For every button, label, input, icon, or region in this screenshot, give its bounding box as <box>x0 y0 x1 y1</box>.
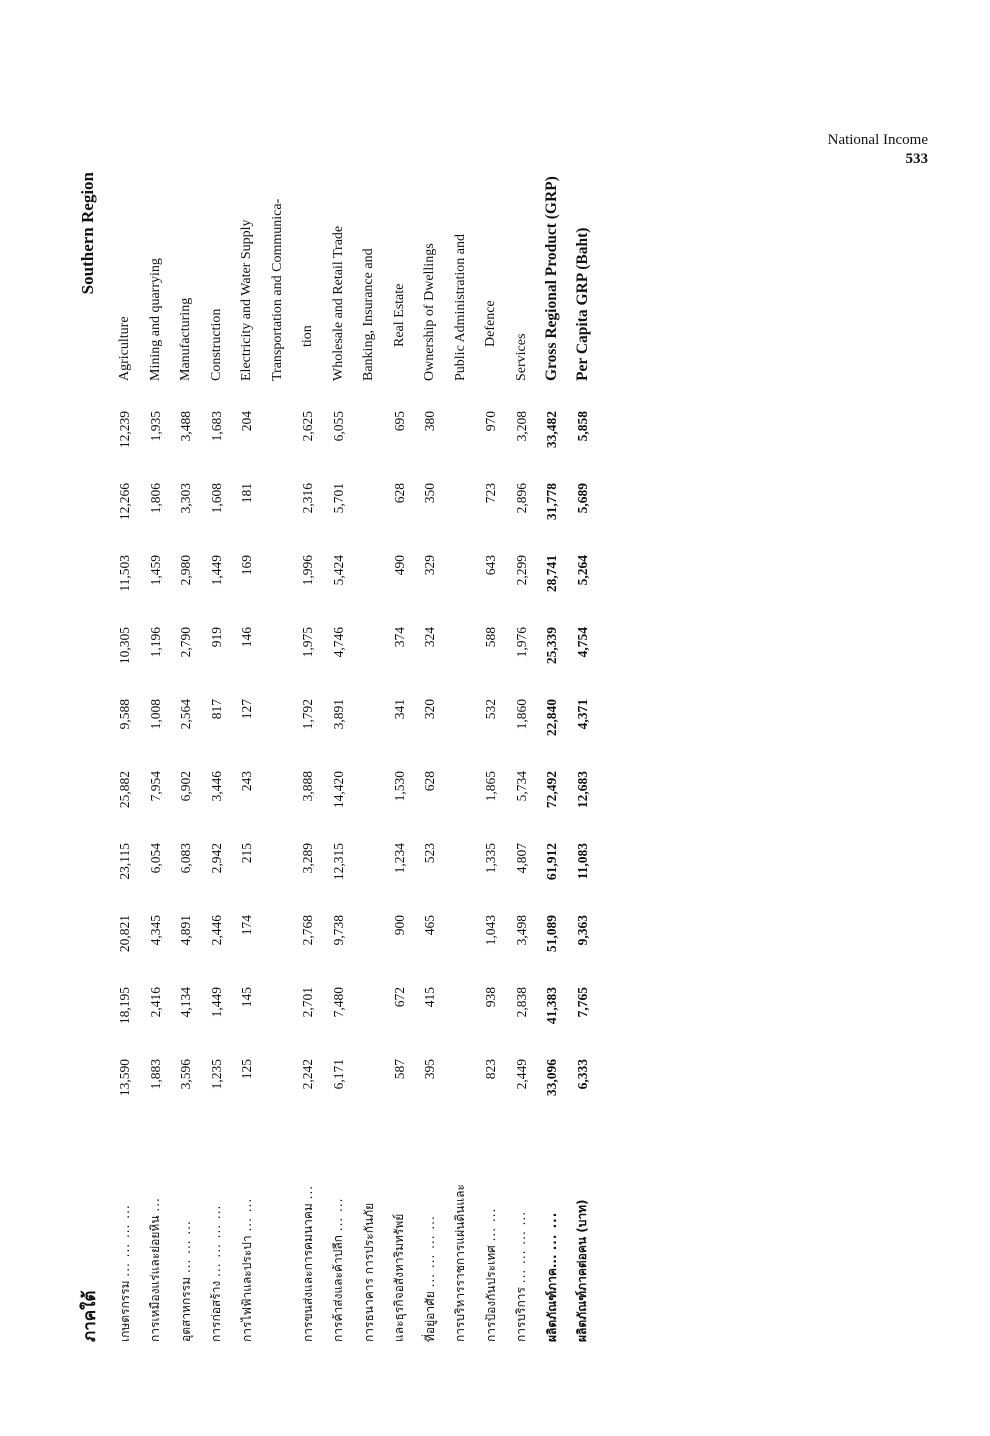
page-number: 533 <box>905 151 928 167</box>
value-cell: 320 <box>422 699 438 720</box>
row-label-english: Public Administration and <box>452 234 468 381</box>
value-cell: 4,891 <box>178 915 194 946</box>
row-label-english: Mining and quarrying <box>147 258 163 381</box>
regional-product-table <box>110 172 598 1342</box>
value-cell: 1,975 <box>300 627 316 658</box>
value-cell <box>446 623 477 695</box>
value-cell: 723 <box>483 483 499 504</box>
value-cell: 3,289 <box>300 843 316 874</box>
value-cell: 5,734 <box>513 771 529 802</box>
value-cell: 5,264 <box>574 555 590 586</box>
row-label-english: Ownership of Dwellings <box>422 243 438 381</box>
value-cell: 2,625 <box>300 411 316 442</box>
value-cell: 2,242 <box>300 1059 316 1090</box>
value-cell <box>446 839 477 911</box>
value-cell: 125 <box>239 1059 255 1080</box>
value-cell: 9,588 <box>117 699 133 730</box>
thai-text: ผลิตภัณฑ์ภาค... <box>544 1254 559 1342</box>
row-label-english: Banking, Insurance and <box>361 248 377 381</box>
value-cell: 588 <box>483 627 499 648</box>
table-row <box>537 172 568 1342</box>
thai-text: เกษตรกรรม <box>117 1280 132 1342</box>
value-cell: 1,935 <box>147 411 163 442</box>
row-label-english: Agriculture <box>117 316 133 381</box>
value-cell: 61,912 <box>544 843 560 881</box>
value-cell: 465 <box>422 915 438 936</box>
row-label-english: Transportation and Communica- <box>269 198 285 381</box>
value-cell: 4,807 <box>513 843 529 874</box>
table-row <box>568 172 599 1342</box>
row-label-english: tion <box>300 325 316 347</box>
value-cell: 823 <box>483 1059 499 1080</box>
value-cell: 2,299 <box>513 555 529 586</box>
value-cell: 13,590 <box>117 1059 133 1097</box>
value-cell: 1,996 <box>300 555 316 586</box>
table-row <box>263 172 294 1342</box>
value-cell: 490 <box>391 555 407 576</box>
row-label-english: Per Capita GRP (Baht) <box>573 227 591 381</box>
value-cell: 817 <box>208 699 224 720</box>
row-label-thai <box>415 1127 446 1342</box>
value-cell <box>354 911 385 983</box>
row-label-thai <box>476 1127 507 1342</box>
value-cell: 7,954 <box>147 771 163 802</box>
rotated-table-area <box>70 172 610 1342</box>
value-cell: 12,239 <box>117 411 133 449</box>
value-cell: 3,596 <box>178 1059 194 1090</box>
value-cell: 919 <box>208 627 224 648</box>
value-cell: 628 <box>391 483 407 504</box>
row-label-thai <box>202 1127 233 1342</box>
value-cell: 2,564 <box>178 699 194 730</box>
value-cell: 33,096 <box>544 1059 560 1097</box>
value-cell: 7,765 <box>574 987 590 1018</box>
table-row <box>476 172 507 1342</box>
value-cell: 2,316 <box>300 483 316 514</box>
value-cell: 532 <box>483 699 499 720</box>
value-cell: 2,790 <box>178 627 194 658</box>
value-cell <box>446 407 477 479</box>
value-cell: 3,888 <box>300 771 316 802</box>
row-label-english: Wholesale and Retail Trade <box>330 225 346 381</box>
row-label-thai <box>385 1127 416 1342</box>
value-cell: 11,083 <box>574 843 590 880</box>
table-row <box>202 172 233 1342</box>
value-cell: 1,608 <box>208 483 224 514</box>
value-cell: 204 <box>239 411 255 432</box>
value-cell: 643 <box>483 555 499 576</box>
value-cell <box>263 479 294 551</box>
value-cell: 4,134 <box>178 987 194 1018</box>
thai-text: การก่อสร้าง <box>209 1280 224 1342</box>
value-cell: 6,171 <box>330 1059 346 1090</box>
leader-dots: ... <box>148 1197 163 1212</box>
value-cell: 4,754 <box>574 627 590 658</box>
leader-dots: ... ... ... ... <box>422 1215 437 1288</box>
value-cell: 672 <box>391 987 407 1008</box>
value-cell: 3,488 <box>178 411 194 442</box>
table-row <box>354 172 385 1342</box>
value-cell: 4,746 <box>330 627 346 658</box>
table-row <box>171 172 202 1342</box>
row-label-thai <box>171 1127 202 1342</box>
value-cell: 215 <box>239 843 255 864</box>
value-cell: 12,315 <box>330 843 346 881</box>
value-cell <box>263 695 294 767</box>
value-cell <box>446 983 477 1055</box>
value-cell: 1,335 <box>483 843 499 874</box>
value-cell <box>354 479 385 551</box>
row-label-english: Electricity and Water Supply <box>239 219 255 381</box>
value-cell: 3,498 <box>513 915 529 946</box>
value-cell <box>446 479 477 551</box>
row-label-english: Services <box>513 333 529 381</box>
value-cell: 3,446 <box>208 771 224 802</box>
row-label-english: Construction <box>208 308 224 381</box>
value-cell: 938 <box>483 987 499 1008</box>
thai-text: อุตสาหกรรม <box>178 1276 193 1342</box>
table-row <box>446 172 477 1342</box>
value-cell: 1,976 <box>513 627 529 658</box>
thai-text: ผลิตภัณฑ์ภาคต่อคน (บาท) <box>575 1199 590 1342</box>
leader-dots: ... ... ... ... <box>514 1210 529 1284</box>
leader-dots: ... ... ... ... <box>117 1204 132 1277</box>
value-cell <box>446 695 477 767</box>
value-cell: 2,416 <box>147 987 163 1018</box>
table-row <box>415 172 446 1342</box>
value-cell: 51,089 <box>544 915 560 953</box>
value-cell: 3,208 <box>513 411 529 442</box>
value-cell: 1,683 <box>208 411 224 442</box>
value-cell: 20,821 <box>117 915 133 953</box>
value-cell: 2,896 <box>513 483 529 514</box>
row-label-english: Gross Regional Product (GRP) <box>543 176 561 381</box>
value-cell <box>354 695 385 767</box>
value-cell: 1,043 <box>483 915 499 946</box>
value-cell <box>263 839 294 911</box>
row-label-thai <box>110 1127 141 1342</box>
value-cell: 6,902 <box>178 771 194 802</box>
value-cell: 22,840 <box>544 699 560 737</box>
value-cell <box>446 1055 477 1127</box>
thai-text: การบริหารราชการแผ่นดินและ <box>453 1184 468 1342</box>
value-cell <box>263 767 294 839</box>
value-cell: 146 <box>239 627 255 648</box>
leader-dots: ... ... <box>239 1197 254 1232</box>
value-cell: 1,235 <box>208 1059 224 1090</box>
value-cell: 523 <box>422 843 438 864</box>
row-label-thai <box>537 1127 568 1342</box>
value-cell <box>354 551 385 623</box>
value-cell <box>354 983 385 1055</box>
value-cell: 174 <box>239 915 255 936</box>
value-cell: 23,115 <box>117 843 133 880</box>
thai-text: การเหมืองแร่และย่อยหิน <box>148 1215 163 1342</box>
value-cell: 10,305 <box>117 627 133 665</box>
row-label-thai <box>263 1127 294 1342</box>
thai-text: การขนส่งและการคมนาคม <box>300 1203 315 1342</box>
value-cell: 243 <box>239 771 255 792</box>
value-cell: 415 <box>422 987 438 1008</box>
running-head: National Income <box>827 132 928 148</box>
row-label-thai <box>324 1127 355 1342</box>
value-cell: 970 <box>483 411 499 432</box>
leader-dots: ... ... <box>331 1197 346 1232</box>
table-row <box>324 172 355 1342</box>
value-cell: 4,371 <box>574 699 590 730</box>
value-cell: 5,858 <box>574 411 590 442</box>
thai-text: การป้องกันประเทศ <box>483 1245 498 1342</box>
leader-dots: ... ... ... <box>178 1220 193 1274</box>
value-cell: 72,492 <box>544 771 560 809</box>
value-cell: 695 <box>391 411 407 432</box>
value-cell: 31,778 <box>544 483 560 521</box>
value-cell <box>446 551 477 623</box>
table-row <box>141 172 172 1342</box>
row-label-english: Real Estate <box>391 283 407 347</box>
value-cell: 1,459 <box>147 555 163 586</box>
value-cell: 6,083 <box>178 843 194 874</box>
value-cell: 169 <box>239 555 255 576</box>
value-cell: 12,266 <box>117 483 133 521</box>
value-cell: 2,980 <box>178 555 194 586</box>
value-cell: 1,234 <box>391 843 407 874</box>
row-label-thai <box>568 1127 599 1342</box>
thai-text: การธนาคาร การประกันภัย <box>361 1202 376 1342</box>
value-cell: 3,891 <box>330 699 346 730</box>
value-cell: 374 <box>391 627 407 648</box>
value-cell: 1,530 <box>391 771 407 802</box>
value-cell: 1,449 <box>208 987 224 1018</box>
row-label-thai <box>354 1127 385 1342</box>
value-cell <box>354 623 385 695</box>
row-label-english: Defence <box>483 300 499 347</box>
value-cell: 6,054 <box>147 843 163 874</box>
value-cell: 145 <box>239 987 255 1008</box>
leader-dots: ... <box>300 1184 315 1200</box>
thai-text: การไฟฟ้าและประปา <box>239 1235 254 1342</box>
table-row <box>110 172 141 1342</box>
value-cell <box>354 839 385 911</box>
value-cell: 33,482 <box>544 411 560 449</box>
value-cell: 350 <box>422 483 438 504</box>
value-cell: 1,008 <box>147 699 163 730</box>
table-row <box>293 172 324 1342</box>
thai-text: การบริการ <box>514 1287 529 1342</box>
table-row <box>232 172 263 1342</box>
value-cell: 5,701 <box>330 483 346 514</box>
thai-text: และธุรกิจอสังหาริมทรัพย์ <box>392 1213 407 1342</box>
value-cell: 2,838 <box>513 987 529 1018</box>
value-cell <box>354 767 385 839</box>
value-cell: 380 <box>422 411 438 432</box>
value-cell: 1,883 <box>147 1059 163 1090</box>
value-cell: 587 <box>391 1059 407 1080</box>
row-label-thai <box>293 1127 324 1342</box>
value-cell: 395 <box>422 1059 438 1080</box>
page-header <box>828 132 928 168</box>
value-cell: 329 <box>422 555 438 576</box>
value-cell: 1,865 <box>483 771 499 802</box>
value-cell: 1,806 <box>147 483 163 514</box>
table-row <box>385 172 416 1342</box>
value-cell: 1,792 <box>300 699 316 730</box>
value-cell <box>263 911 294 983</box>
row-label-thai <box>232 1127 263 1342</box>
value-cell: 2,942 <box>208 843 224 874</box>
table-row <box>507 172 538 1342</box>
value-cell <box>354 1055 385 1127</box>
value-cell: 181 <box>239 483 255 504</box>
value-cell: 7,480 <box>330 987 346 1018</box>
value-cell <box>446 767 477 839</box>
value-cell: 41,383 <box>544 987 560 1025</box>
value-cell: 18,195 <box>117 987 133 1025</box>
value-cell: 628 <box>422 771 438 792</box>
value-cell: 5,689 <box>574 483 590 514</box>
value-cell <box>263 983 294 1055</box>
value-cell: 3,303 <box>178 483 194 514</box>
value-cell <box>263 623 294 695</box>
value-cell <box>263 407 294 479</box>
value-cell: 900 <box>391 915 407 936</box>
value-cell: 6,333 <box>574 1059 590 1090</box>
leader-dots: ... ... <box>544 1211 559 1251</box>
value-cell: 25,882 <box>117 771 133 809</box>
value-cell: 28,741 <box>544 555 560 593</box>
value-cell <box>263 1055 294 1127</box>
value-cell: 11,503 <box>117 555 133 592</box>
value-cell: 2,449 <box>513 1059 529 1090</box>
value-cell: 25,339 <box>544 627 560 665</box>
value-cell <box>263 551 294 623</box>
value-cell: 324 <box>422 627 438 648</box>
value-cell: 1,860 <box>513 699 529 730</box>
leader-dots: ... ... ... ... <box>209 1204 224 1277</box>
value-cell <box>446 911 477 983</box>
value-cell <box>354 407 385 479</box>
leader-dots: ... ... <box>483 1207 498 1242</box>
value-cell: 9,363 <box>574 915 590 946</box>
value-cell: 1,449 <box>208 555 224 586</box>
row-label-thai <box>141 1127 172 1342</box>
value-cell: 12,683 <box>574 771 590 809</box>
value-cell: 127 <box>239 699 255 720</box>
value-cell: 2,446 <box>208 915 224 946</box>
row-label-thai <box>446 1127 477 1342</box>
value-cell: 4,345 <box>147 915 163 946</box>
thai-text: ที่อยู่อาศัย <box>422 1291 437 1342</box>
value-cell: 2,768 <box>300 915 316 946</box>
row-label-english: Manufacturing <box>178 297 194 381</box>
region-title-thai: ภาคใต้ <box>80 1290 100 1342</box>
region-title-english: Southern Region <box>78 172 97 295</box>
value-cell: 1,196 <box>147 627 163 658</box>
value-cell: 9,738 <box>330 915 346 946</box>
thai-text: การค้าส่งและค้าปลีก <box>331 1235 346 1342</box>
value-cell: 14,420 <box>330 771 346 809</box>
row-label-thai <box>507 1127 538 1342</box>
value-cell: 341 <box>391 699 407 720</box>
value-cell: 5,424 <box>330 555 346 586</box>
value-cell: 6,055 <box>330 411 346 442</box>
value-cell: 2,701 <box>300 987 316 1018</box>
